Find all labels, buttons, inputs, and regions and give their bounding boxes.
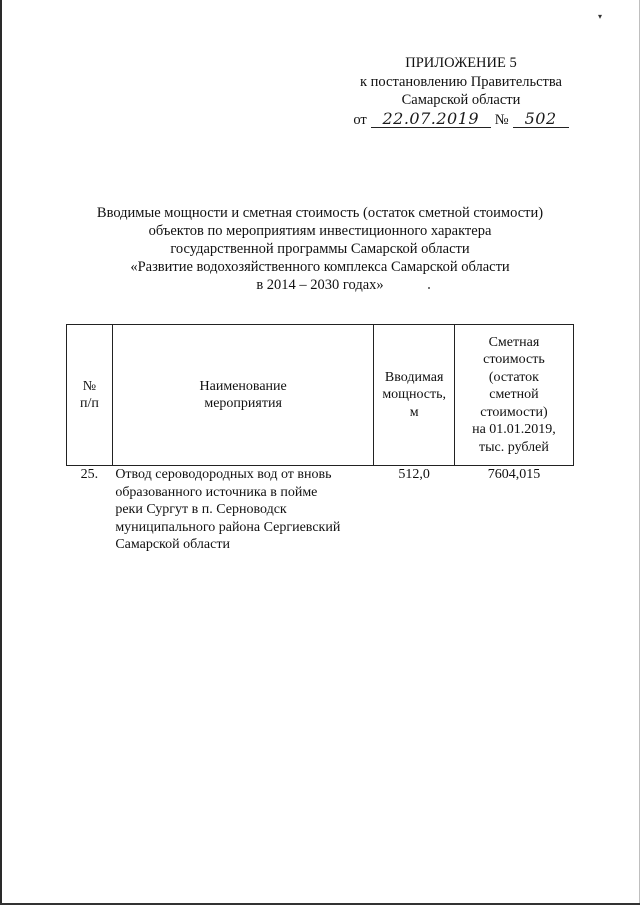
document-title-line-3: государственной программы Самарской области — [170, 241, 470, 257]
appendix-title: ПРИЛОЖЕНИЕ 5 — [405, 55, 517, 71]
appendix-line-1: к постановлению Правительства — [360, 73, 562, 90]
header-number: № п/п — [67, 325, 113, 466]
appendix-date-number-line — [330, 110, 592, 130]
page-edge-left — [0, 0, 2, 905]
handwritten-date: 22.07.2019 — [371, 110, 491, 128]
handwritten-number: 502 — [513, 110, 569, 128]
document-title-line-5: в 2014 – 2030 годах» — [256, 277, 384, 293]
scan-mark: ▾ — [598, 12, 603, 21]
row-name: Отвод сероводородных вод от вновь образованного источника в пойме реки Сургут в п. Серноводск муниципального района Сергиевский Самарской области — [115, 467, 341, 552]
header-name: Наименование мероприятия — [112, 325, 374, 466]
header-cost: Сметная стоимость (остаток сметной стоимости) на 01.01.2019, тыс. рублей — [454, 325, 573, 466]
document-title-line-2: объектов по мероприятиям инвестиционного характера — [148, 223, 492, 239]
document-title-line-1: Вводимые мощности и сметная стоимость (остаток сметной стоимости) — [96, 205, 544, 221]
appendix-header — [330, 54, 592, 129]
row-power: 512,0 — [398, 467, 430, 482]
appendix-line-2: Самарской области — [401, 92, 521, 108]
capacity-cost-table — [66, 324, 574, 554]
table-row — [67, 466, 574, 554]
header-power: Вводимая мощность, м — [374, 325, 454, 466]
date-prefix: от — [353, 111, 367, 128]
row-number: 25. — [80, 467, 99, 482]
number-prefix: № — [494, 111, 509, 128]
document-title — [60, 204, 580, 294]
document-title-line-4: «Развитие водохозяйственного комплекса Самарской области — [130, 259, 510, 275]
row-cost: 7604,015 — [487, 467, 541, 482]
table-header-row — [67, 325, 574, 466]
